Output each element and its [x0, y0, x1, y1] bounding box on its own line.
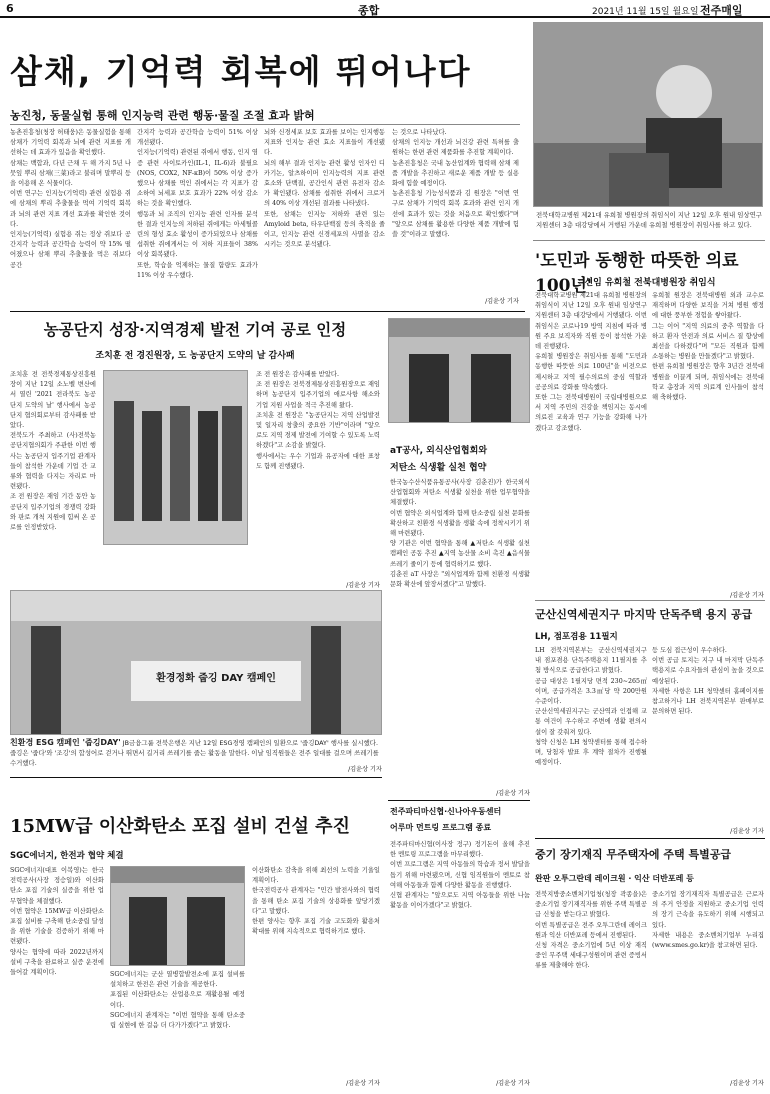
article-subhead: 신임 유희철 전북대병원장 취임식 — [584, 278, 716, 288]
issue-date: 2021년 11월 15일 월요일 — [592, 7, 699, 17]
article-headline: 삼채, 기억력 회복에 뛰어나다 — [10, 52, 472, 91]
article-headline: 군산신역세권지구 마지막 단독주택 용지 공급 — [535, 608, 753, 621]
signing-photo-icon — [111, 867, 245, 966]
article-column: SGC에너지는 군산 열병합발전소에 포집 설비를 설치하고 한전은 관련 기술을 제공한다. 포집된 이산화탄소는 산업용으로 재활용될 예정이다. SGC에너지 관계자는 "이번 협약을 통해 탄소중립 실현에 한 걸음 더 다가가겠다"고 밝혔다. — [110, 971, 245, 1030]
award-ceremony-icon — [104, 371, 248, 545]
article-column: 전북지방중소벤처기업청(청장 곽종을)은 중소기업 장기재직자를 위한 주택 특별공급 신청을 받는다고 밝혔다. 이번 특별공급은 전주 오투그란데 레이크원과 익산 더반포레 등에서 진행된다. 신청 자격은 중소기업에 5년 이상 재직 중인 무주택 세대구성원이며 관련 증빙서류를 제출해야 한다. — [535, 891, 647, 970]
article-subhead: LH, 점포겸용 11필지 — [535, 632, 618, 642]
article-column: LH 전북지역본부는 군산신역세권지구 내 점포겸용 단독주택용지 11필지를 추첨 방식으로 공급한다고 밝혔다. 공급 대상은 1필지당 면적 230~265㎡이며, 공급가격은 3.3㎡당 약 200만원 수준이다. 군산신역세권지구는 군산역과 인접해 교통 여건이 우수하고 주변에 생활 편의시설이 잘 갖춰져 있다. 청약 신청은 LH 청약센터를 통해 접수하며, 당첨자 발표 후 계약 절차가 진행될 예정이다. — [535, 647, 647, 767]
article-column: 는 것으로 나타났다. 삼채의 인지능 개선과 뇌건강 관련 특허를 출원하는 한편 관련 제품화를 추진할 계획이다. 농촌진흥청은 국내 농산업계와 협력해 삼채 제품 개발을 추진하고 새로운 제품 개발 등 실용화에 힘쓸 예정이다. 농촌진흥청 기능성식품과 김 원장은 "이번 연구로 삼채가 기억력 회복 효과와 관련 인지 개선에 효과가 있는 것을 처음으로 확인했다"며 "앞으로 삼채를 활용한 다양한 제품 개발에 힘쓸 것"이라고 말했다. — [392, 129, 519, 239]
article-headline: 어루마 먼트링 프로그램 종료 — [390, 823, 492, 832]
group-photo-icon — [11, 591, 382, 735]
byline: /김윤상 기자 — [485, 298, 519, 305]
agreement-photo — [388, 318, 530, 423]
byline: /김윤상 기자 — [496, 790, 530, 797]
sgc-agreement-photo — [110, 866, 245, 966]
divider — [10, 777, 382, 778]
article-column: 뇌와 신경세포 보호 효과를 보이는 인지행동 지표와 인지능 관련 효소 지표들이 개선됐다. 뇌의 해부 결과 인지능 관련 활성 인자인 디카기논, 알츠하이머 인지능력의 지표 관련 효소와 단백질, 공간인식 관련 유전자 감소가 확인됐다. 삼채를 섭취한 쥐에서 크로거의 40% 이상 개선된 결과를 나타냈다. 또한, 삼채는 인지능 저하와 관련 있는 Amyloid beta, 타우단백질 등의 축적을 줄이고, 인지능 관련 신경세포의 사멸을 감소시키는 것으로 분석됐다. — [264, 129, 385, 249]
caption-title: 친환경 ESG 캠페인 '줍깅DAY' — [10, 738, 121, 747]
article-subhead: 완판 오투그란데 레이크원 · 익산 더반포레 등 — [535, 874, 694, 883]
article-column: 간지각 능력과 공간학습 능력이 51% 이상 개선됐다. 인지능(기억력) 관련된 쥐에서 행동, 인지 염증 관련 사이토카인(IL-1, IL-6)과 불필요(NOS, COX2, NF-κB)이 50% 이상 증가했으나 삼채를 먹인 쥐에서는 각 지표가 감소하여 뇌세포 보호 효과가 22% 이상 감소하는 것을 확인했다. 행동과 뇌 조직의 인지능 관련 인자를 분석한 결과 인지능의 저하된 쥐에게는 아세틸콜린의 형성 효소 활성이 증가되었으나 삼채를 섭취한 쥐에게서는 이 저하 지표들이 38% 이상 회복됐다. 또한, 학습을 억제하는 물질 함량도 효과가 11% 이상 우수했다. — [137, 129, 258, 279]
article-body: 한국농수산식품유통공사(사장 김춘진)가 한국외식산업협회와 저탄소 식생활 실천을 위한 업무협약을 체결했다. 이번 협약은 외식업계와 함께 탄소중립 실천 문화를 확산하고 친환경 식생활을 생활 속에 정착시키기 위해 마련됐다. 양 기관은 이번 협약을 통해 ▲저탄소 식생활 실천 캠페인 공동 추진 ▲지역 농산물 소비 촉진 ▲음식물 쓰레기 줄이기 등에 협력하기로 했다. 김춘진 aT 사장은 "외식업계와 함께 친환경 식생활 문화 확산에 앞장서겠다"고 말했다. — [390, 479, 530, 589]
article-column: 전북대학교병원 제21대 유희철 병원장의 취임식이 지난 12일 오후 원내 임상연구지원센터 3층 대강당에서 거행됐다. 이번 취임식은 코로나19 방역 지침에 따라 병원 주요 보직자와 직원 등이 참석한 가운데 진행됐다. 유희철 병원장은 취임사를 통해 "도민과 동행한 따뜻한 의료 100년"을 비전으로 제시하고 지역 필수의료의 중심 역할과 공공의료 강화를 약속했다. 또한 그는 전북대병원이 국립대병원으로서 지역 주민의 건강을 책임지는 동시에 의료진 교육과 연구 기능을 강화해 나가겠다고 강조했다. — [535, 292, 647, 432]
byline: /김윤상 기자 — [346, 582, 380, 589]
article-subhead: 조치훈 전 경진원장, 도 농공단지 도약의 날 감사패 — [95, 351, 295, 361]
campaign-group-photo — [10, 590, 382, 735]
byline: /김윤상 기자 — [730, 828, 764, 835]
divider — [10, 311, 525, 312]
photo-caption: 전북대학교병원 제21대 유희철 병원장의 취임식이 지난 12일 오후 원내 임상연구지원센터 3층 대강당에서 거행된 가운데 유희철 병원장이 취임사를 하고 있다. — [536, 211, 762, 229]
article-headline: '도민과 동행한 따뜻한 의료 100년' — [535, 251, 739, 296]
divider — [535, 600, 765, 601]
handshake-photo-icon — [389, 319, 530, 423]
article-column: 등 도심 접근성이 우수하다. 이번 공급 토지는 지구 내 마지막 단독주택용지로 수요자들의 관심이 높을 것으로 예상된다. 자세한 사항은 LH 청약센터 홈페이지를 참고하거나 LH 전북지역본부 판매부로 문의하면 된다. — [652, 647, 764, 716]
article-subhead: 농진청, 동물실험 통해 인지능력 관련 행동·물질 조절 효과 밝혀 — [10, 109, 315, 122]
caption-text: JB금융그룹 전북은행은 지난 12일 ESG경영 캠페인의 일환으로 '줍깅DAY' 행사를 실시했다. 줍깅은 '줍다'와 '조깅'의 합성어로 걷거나 뛰면서 길거리 쓰레기를 줍는 활동을 말한다. 이날 임직원들은 전주 일대를 걸으며 쓰레기를 수거했다. — [10, 739, 379, 767]
article-column — [103, 548, 248, 584]
article-column: 이산화탄소 감축을 위해 최선의 노력을 기울일 계획이다. 한국전력공사 관계자는 "민간 발전사와의 협력을 통해 탄소 포집 기술의 상용화를 앞당기겠다"고 말했다. 한편 양사는 향후 포집 기술 고도화와 활용처 확대를 위해 지속적으로 협력하기로 했다. — [252, 867, 380, 936]
article-column: 유희철 원장은 전북대병원 외과 교수로 재직하며 다양한 보직을 거쳐 병원 행정에 대한 풍부한 경험을 쌓아왔다. 그는 이어 "지역 의료의 중추 역할을 다하고 환자 안전과 의료 서비스 질 향상에 최선을 다하겠다"며 "모든 직원과 함께 소통하는 병원을 만들겠다"고 밝혔다. 한편 유희철 병원장은 향후 3년간 전북대병원을 이끌게 되며, 취임식에는 전북대학교 총장과 지역 의료계 인사들이 참석해 축하했다. — [652, 292, 764, 402]
article-headline: 15MW급 이산화탄소 포집 설비 건설 추진 — [10, 816, 350, 837]
article-column: 조 전 원장은 감사패를 받았다. 조 전 원장은 전북경제통상진흥원장으로 재임하며 농공단지 입주기업의 애로사항 해소와 기업 지원 사업을 적극 추진해 왔다. 조치훈 전 원장은 "농공단지는 지역 산업발전 및 일자리 창출의 중요한 기반"이라며 "앞으로도 지역 경제 발전에 기여할 수 있도록 노력하겠다"고 소감을 밝혔다. 행사에서는 우수 기업과 유공자에 대한 표창도 함께 진행됐다. — [256, 371, 380, 470]
byline: /김윤상 기자 — [730, 1080, 764, 1087]
article-headline: aT공사, 외식산업협회와 — [390, 446, 488, 456]
article-column: 농촌진흥청(청장 허태웅)은 동물실험을 통해 삼채가 기억력 회복과 뇌에 관련 지표를 개선하는 데 효과가 있음을 확인했다. 삼채는 백합과, 다년 근채 두 해 가지 5년 나뭇잎 뿌리 삼채(三菜)라고 불리며 말뿌리 등을 이용해 온 식물이다. 이번 연구는 인지능(기억력) 관련 실험용 쥐에 삼채의 뿌리 추출물을 먹여 기억력 회복과 뇌의 관련 지표 개선 효과를 확인한 것이다. 인지능(기억력) 실험용 쥐는 정상 쥐보다 공간지각 능력과 공간학습 능력이 약 15% 떨어졌으나 삼채 뿌리 추출물을 먹은 쥐보다 공간 — [10, 129, 131, 269]
article-headline: 농공단지 성장·지역경제 발전 기여 공로 인정 — [43, 321, 347, 339]
divider — [10, 124, 520, 125]
award-photo — [103, 370, 248, 545]
page-number: 6 — [6, 2, 14, 15]
divider — [388, 800, 530, 801]
byline: /김윤상 기자 — [730, 592, 764, 599]
page-header — [0, 0, 770, 18]
article-column: 조치훈 전 전북경제통상진흥원장이 지난 12일 소노벨 변산에서 열린 '2021 전라북도 농공단지 도약의 날' 행사에서 농공단지 협의회로부터 감사패를 받았다. 전북도가 주최하고 (사)전북농공단지협의회가 주관한 이번 행사는 농공단지 입주기업 관계자들이 참석한 가운데 기업 간 교류와 협력을 다지는 자리로 마련됐다. 조 전 원장은 재임 기간 동안 농공단지 입주기업의 경쟁력 강화와 판로 개척 지원에 힘써 온 공로를 인정받았다. — [10, 371, 96, 532]
article-subhead: SGC에너지, 한전과 협약 체결 — [10, 851, 124, 861]
hospital-director-photo — [533, 22, 763, 207]
byline: /김윤상 기자 — [346, 1080, 380, 1087]
byline: /김윤상 기자 — [348, 766, 382, 773]
article-headline: 중기 장기재직 무주택자에 주택 특별공급 — [535, 848, 731, 861]
article-column: 중소기업 장기재직자 특별공급은 근로자의 주거 안정을 지원하고 중소기업 인력의 장기 근속을 유도하기 위해 시행되고 있다. 자세한 내용은 중소벤처기업부 누리집(www.smes.go.kr)을 참고하면 된다. — [652, 891, 764, 950]
byline: /김윤상 기자 — [496, 1080, 530, 1087]
campaign-banner-text: 환경정화 줍깅 DAY 캠페인 — [156, 673, 276, 684]
speaker-photo-icon — [534, 23, 763, 207]
section-title: 종합 — [358, 4, 380, 17]
divider — [533, 240, 765, 241]
article-column: SGC에너지(대표 이복영)는 한국전력공사(사장 정승일)와 이산화탄소 포집 기술의 실증을 위한 업무협약을 체결했다. 이번 협약은 15MW급 이산화탄소 포집 설비를 구축해 탄소중립 달성을 위한 기술을 검증하기 위해 마련됐다. 양사는 협약에 따라 2022년까지 설비 구축을 완료하고 실증 운전에 들어갈 계획이다. — [10, 867, 104, 977]
article-headline: 전주파티마신협·신나아우동센터 — [390, 807, 502, 816]
article-body: 전주파티마신협(이사장 정구) 정기돈이 올해 추진한 멘토링 프로그램을 마무리했다. 이번 프로그램은 지역 아동들의 학습과 정서 발달을 돕기 위해 마련됐으며, 신협 임직원들이 멘토로 참여해 아동들과 함께 다양한 활동을 진행했다. 신협 관계자는 "앞으로도 지역 아동들을 위한 나눔 활동을 이어가겠다"고 밝혔다. — [390, 841, 530, 910]
divider — [535, 838, 765, 839]
article-headline: 저탄소 식생활 실천 협약 — [390, 463, 487, 473]
newspaper-name: 전주매일 — [700, 4, 743, 17]
